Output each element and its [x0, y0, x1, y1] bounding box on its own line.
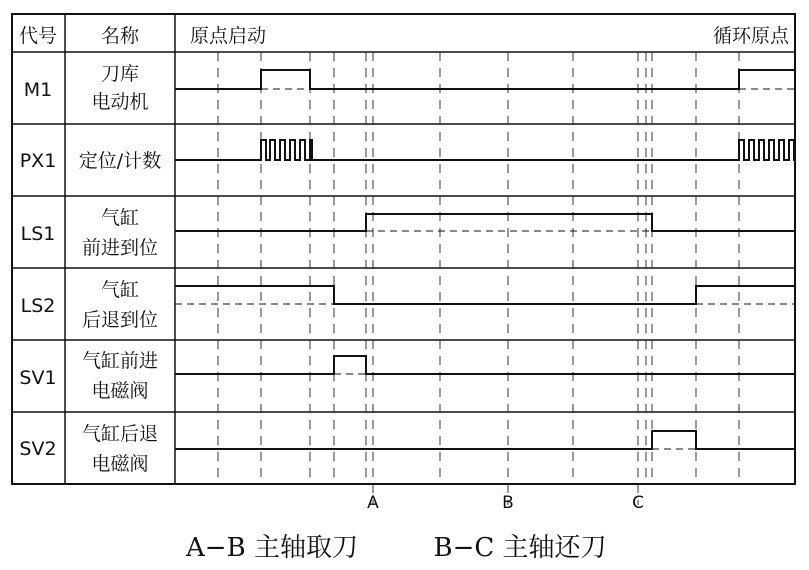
row-name: 电磁阀 — [91, 380, 149, 402]
row-code: LS1 — [20, 223, 56, 245]
row-code: SV2 — [19, 438, 57, 460]
px1-waveform — [175, 140, 795, 160]
ls1-waveform — [175, 214, 795, 231]
header-code-label: 代号 — [18, 25, 58, 47]
row-name: 定位/计数 — [78, 150, 162, 172]
marker-c: C — [632, 493, 644, 513]
m1-waveform — [175, 70, 795, 89]
header-start-label: 原点启动 — [190, 25, 267, 47]
row-name: 气缸 — [100, 207, 140, 229]
row-code: PX1 — [19, 150, 57, 172]
row-name: 气缸后退 — [81, 423, 159, 445]
row-name: 刀库 — [100, 63, 140, 85]
row-code: LS2 — [20, 295, 56, 317]
caption-return: B−C 主轴还刀 — [433, 533, 607, 563]
row-name: 气缸 — [100, 279, 140, 301]
row-name: 电磁阀 — [91, 453, 149, 475]
row-code: M1 — [23, 79, 53, 101]
row-name: 电动机 — [91, 91, 149, 113]
row-code: SV1 — [19, 367, 57, 389]
header-end-label: 循环原点 — [712, 25, 789, 47]
ls2-waveform — [175, 286, 795, 304]
caption-pickup: A−B 主轴取刀 — [186, 533, 358, 563]
marker-b: B — [502, 493, 514, 513]
sv2-waveform — [175, 431, 795, 449]
marker-a: A — [367, 493, 379, 513]
row-name: 气缸前进 — [81, 350, 159, 372]
row-name: 后退到位 — [81, 309, 159, 331]
header-name-label: 名称 — [100, 25, 140, 47]
sv1-waveform — [175, 356, 795, 374]
row-name: 前进到位 — [81, 237, 159, 259]
